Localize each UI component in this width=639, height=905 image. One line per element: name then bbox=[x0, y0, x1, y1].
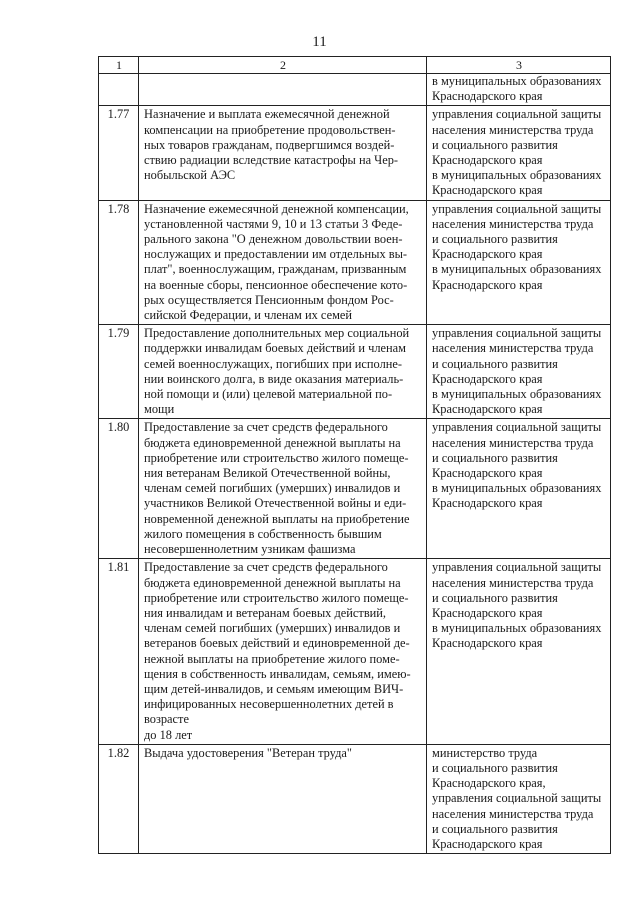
authority-line: управления социальной защиты bbox=[432, 201, 602, 216]
service-line: поддержки инвалидам боевых действий и членам bbox=[144, 341, 406, 356]
service-line: Предоставление дополнительных мер социальной bbox=[144, 326, 410, 341]
table-row bbox=[99, 559, 611, 744]
authority-line: Краснодарского края bbox=[432, 605, 543, 620]
service-line: ной помощи и (или) целевой материальной по- bbox=[144, 387, 393, 402]
service-line: семей военнослужащих, погибших при исполне- bbox=[144, 356, 403, 371]
service-line: жилого помещения в собственность бывшим bbox=[144, 526, 382, 541]
authority-cell bbox=[427, 325, 611, 419]
table-row bbox=[99, 106, 611, 200]
service-cell bbox=[139, 106, 427, 200]
authority-line: населения министерства труда bbox=[432, 435, 594, 450]
service-cell bbox=[139, 559, 427, 744]
table-header-row bbox=[99, 57, 611, 74]
service-line: нобыльской АЭС bbox=[144, 168, 236, 183]
service-line: новременной денежной выплаты на приобретение bbox=[144, 511, 410, 526]
authority-line: Краснодарского края bbox=[432, 247, 543, 262]
services-table bbox=[98, 56, 611, 854]
row-number-cell: 1.78 bbox=[99, 200, 139, 325]
header-col-1: 1 bbox=[99, 57, 139, 74]
service-line: бюджета единовременной денежной выплаты на bbox=[144, 575, 401, 590]
service-line: мощи bbox=[144, 402, 175, 417]
service-line: на военные сборы, пенсионное обеспечение кото- bbox=[144, 277, 408, 292]
authority-line: и социального развития bbox=[432, 760, 558, 775]
service-line: нежной выплаты на приобретение жилого поме- bbox=[144, 651, 400, 666]
authority-line: и социального развития bbox=[432, 232, 558, 247]
table-row bbox=[99, 200, 611, 325]
service-line: инфицированных несовершеннолетних детей в bbox=[144, 697, 394, 712]
authority-line: населения министерства труда bbox=[432, 122, 594, 137]
service-line: членам семей погибших (умерших) инвалидов и bbox=[144, 481, 401, 496]
service-line: Назначение ежемесячной денежной компенсации, bbox=[144, 201, 409, 216]
service-line: бюджета единовременной денежной выплаты на bbox=[144, 435, 401, 450]
authority-line: Краснодарского края bbox=[432, 277, 543, 292]
table-row bbox=[99, 744, 611, 853]
service-line: нии воинского долга, в виде оказания материаль- bbox=[144, 371, 404, 386]
authority-line: в муниципальных образованиях bbox=[432, 481, 602, 496]
service-line: установленной частями 9, 10 и 13 статьи 3 Феде- bbox=[144, 216, 403, 231]
authority-line: и социального развития bbox=[432, 137, 558, 152]
service-cell bbox=[139, 419, 427, 559]
row-number-cell: 1.80 bbox=[99, 419, 139, 559]
authority-line: населения министерства труда bbox=[432, 341, 594, 356]
service-line: возрасте bbox=[144, 712, 189, 727]
service-line: сийской Федерации, и членам их семей bbox=[144, 308, 353, 323]
row-number-cell: 1.79 bbox=[99, 325, 139, 419]
authority-line: в муниципальных образованиях bbox=[432, 621, 602, 636]
authority-line: Краснодарского края bbox=[432, 836, 543, 851]
service-line: рального закона "О денежном довольствии воен- bbox=[144, 232, 403, 247]
service-line: ствию радиации вследствие катастрофы на Чер- bbox=[144, 153, 399, 168]
authority-cell bbox=[427, 559, 611, 744]
service-cell bbox=[139, 74, 427, 106]
authority-line: управления социальной защиты bbox=[432, 326, 602, 341]
service-cell bbox=[139, 325, 427, 419]
table-row bbox=[99, 325, 611, 419]
authority-line: Краснодарского края bbox=[432, 183, 543, 198]
authority-line: в муниципальных образованиях bbox=[432, 387, 602, 402]
service-line: нослужащих и предоставлении им отдельных вы- bbox=[144, 247, 408, 262]
service-line: плат", военнослужащим, гражданам, призванным bbox=[144, 262, 407, 277]
service-line: до 18 лет bbox=[144, 727, 193, 742]
authority-cell bbox=[427, 200, 611, 325]
service-cell bbox=[139, 200, 427, 325]
service-line: участников Великой Отечественной войны и еди- bbox=[144, 496, 407, 511]
authority-line: Краснодарского края bbox=[432, 466, 543, 481]
service-line: ния инвалидам и ветеранам боевых действий, bbox=[144, 605, 387, 620]
authority-line: населения министерства труда bbox=[432, 216, 594, 231]
authority-line: и социального развития bbox=[432, 590, 558, 605]
authority-line: министерство труда bbox=[432, 745, 538, 760]
service-line: Выдача удостоверения "Ветеран труда" bbox=[144, 745, 352, 760]
authority-line: Краснодарского края bbox=[432, 153, 543, 168]
authority-line: в муниципальных образованиях bbox=[432, 74, 602, 88]
page-number: 11 bbox=[312, 34, 327, 50]
authority-line: управления социальной защиты bbox=[432, 791, 602, 806]
service-line: щим детей-инвалидов, и семьям имеющим ВИЧ- bbox=[144, 681, 404, 696]
service-line: щения в собственность инвалидам, семьям, имею- bbox=[144, 666, 411, 681]
authority-cell bbox=[427, 106, 611, 200]
row-number-cell bbox=[99, 74, 139, 106]
table-row bbox=[99, 419, 611, 559]
authority-line: Краснодарского края bbox=[432, 636, 543, 651]
authority-line: в муниципальных образованиях bbox=[432, 262, 602, 277]
service-line: несовершеннолетним узникам фашизма bbox=[144, 542, 356, 557]
authority-cell bbox=[427, 419, 611, 559]
authority-line: управления социальной защиты bbox=[432, 107, 602, 122]
service-line: Предоставление за счет средств федерального bbox=[144, 420, 388, 435]
authority-line: Краснодарского края, bbox=[432, 776, 546, 791]
header-col-2: 2 bbox=[139, 57, 427, 74]
authority-line: управления социальной защиты bbox=[432, 560, 602, 575]
service-line: ных товаров гражданам, подвергшимся воздей- bbox=[144, 137, 395, 152]
row-number-cell: 1.81 bbox=[99, 559, 139, 744]
service-line: приобретение или строительство жилого помеще- bbox=[144, 590, 409, 605]
service-line: членам семей погибших (умерших) инвалидов и bbox=[144, 621, 401, 636]
authority-line: и социального развития bbox=[432, 450, 558, 465]
service-line: приобретение или строительство жилого помеще- bbox=[144, 450, 409, 465]
authority-line: и социального развития bbox=[432, 821, 558, 836]
authority-cell bbox=[427, 74, 611, 106]
authority-line: в муниципальных образованиях bbox=[432, 168, 602, 183]
service-line: компенсации на приобретение продовольствен- bbox=[144, 122, 396, 137]
service-cell bbox=[139, 744, 427, 853]
service-line: Назначение и выплата ежемесячной денежной bbox=[144, 107, 390, 122]
authority-line: и социального развития bbox=[432, 356, 558, 371]
authority-line: Краснодарского края bbox=[432, 371, 543, 386]
service-line: ветеранов боевых действий и единовременной де- bbox=[144, 636, 410, 651]
authority-line: Краснодарского края bbox=[432, 496, 543, 511]
authority-line: управления социальной защиты bbox=[432, 420, 602, 435]
service-line: ния ветеранам Великой Отечественной войны, bbox=[144, 466, 391, 481]
authority-line: Краснодарского края bbox=[432, 89, 543, 104]
row-number-cell: 1.82 bbox=[99, 744, 139, 853]
row-number-cell: 1.77 bbox=[99, 106, 139, 200]
service-line: рых осуществляется Пенсионным фондом Рос- bbox=[144, 292, 394, 307]
authority-line: населения министерства труда bbox=[432, 806, 594, 821]
continuation-row bbox=[99, 74, 611, 106]
authority-line: населения министерства труда bbox=[432, 575, 594, 590]
service-line: Предоставление за счет средств федерального bbox=[144, 560, 388, 575]
table-body bbox=[99, 106, 611, 854]
header-col-3: 3 bbox=[427, 57, 611, 74]
authority-line: Краснодарского края bbox=[432, 402, 543, 417]
authority-cell bbox=[427, 744, 611, 853]
